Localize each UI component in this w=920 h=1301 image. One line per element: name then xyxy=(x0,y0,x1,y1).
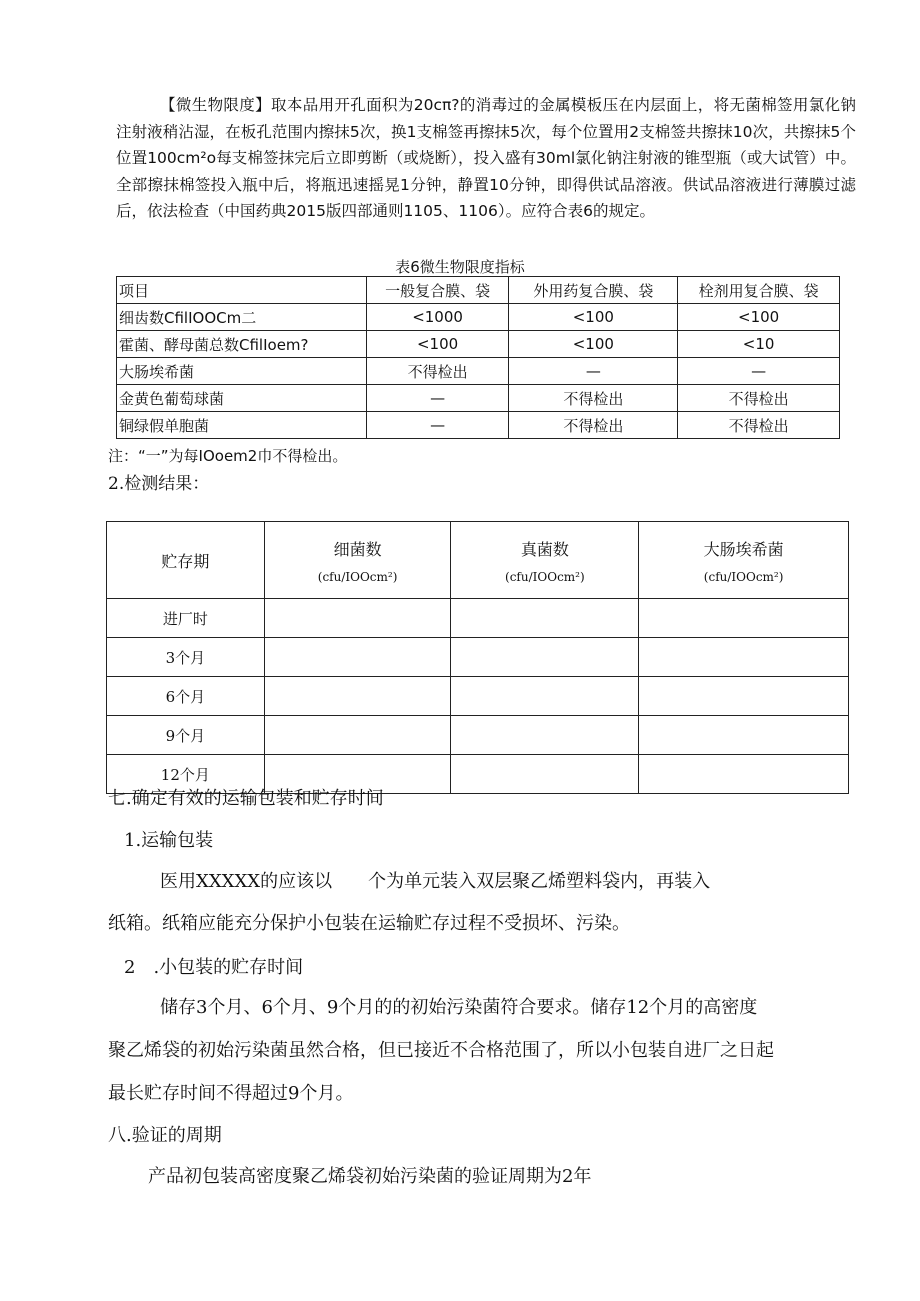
table-header-row xyxy=(107,522,849,599)
subsection-1-title: 1.运输包装 xyxy=(124,830,214,851)
header-unit: (cfu∕IOOcm²) xyxy=(317,569,398,584)
table-cell: <100 xyxy=(509,331,678,358)
header-cell xyxy=(451,522,639,599)
table-cell xyxy=(639,716,849,755)
table-row xyxy=(117,304,840,331)
table-cell: 不得检出 xyxy=(366,358,509,385)
period-cell: 6个月 xyxy=(107,677,265,716)
table-cell: — xyxy=(366,385,509,412)
header-cell: 项目 xyxy=(117,277,367,304)
table-note: 注：“一”为每IOoem2巾不得检出。 xyxy=(108,447,348,465)
body-line: 产品初包装高密度聚乙烯袋初始污染菌的验证周期为2年 xyxy=(148,1166,592,1187)
subsection-2-title: 2 .小包装的贮存时间 xyxy=(124,957,304,978)
table-cell xyxy=(451,599,639,638)
table-cell: 金黄色葡萄球菌 xyxy=(117,385,367,412)
table-cell: <100 xyxy=(509,304,678,331)
table-cell: 不得检出 xyxy=(678,412,840,439)
header-cell xyxy=(639,522,849,599)
table1-caption: 表6微生物限度指标 xyxy=(395,258,525,276)
table-cell: — xyxy=(366,412,509,439)
section-7-title: 七.确定有效的运输包装和贮存时间 xyxy=(108,788,384,809)
table-cell: 铜绿假单胞菌 xyxy=(117,412,367,439)
table-header-row xyxy=(117,277,840,304)
period-cell: 3个月 xyxy=(107,638,265,677)
period-cell: 12个月 xyxy=(107,755,265,794)
header-cell xyxy=(107,522,265,599)
table-cell xyxy=(639,638,849,677)
table-row xyxy=(107,638,849,677)
table-cell: — xyxy=(678,358,840,385)
table-cell xyxy=(639,677,849,716)
table-cell: 细齿数CfilIOOCm二 xyxy=(117,304,367,331)
header-cell: 栓剂用复合膜、袋 xyxy=(678,277,840,304)
section-title-results: 2.检测结果： xyxy=(108,474,210,494)
paragraph-text: 【微生物限度】取本品用开孔面积为20cπ?的消毒过的金属模板压在内层面上，将无菌棉签用氯化钠注射液稍沾湿，在板孔范围内擦抹5次，换1支棉签再擦抹5次，每个位置用2支棉签共擦抹10次，共擦抹5个位置100cm²o每支棉签抹完后立即剪断（或烧断），投入盛有30ml氯化钠注射液的锥型瓶（或大试管）中。全部擦抹棉签投入瓶中后，将瓶迅速摇晃1分钟，静置10分钟，即得供试品溶液。供试品溶液进行薄膜过滤后，依法检查（中国药典2015版四部通则1105、1106）。应符合表6的规定。 xyxy=(116,96,856,220)
table-cell xyxy=(639,599,849,638)
table-cell xyxy=(264,677,451,716)
table-row xyxy=(107,677,849,716)
table-row xyxy=(107,599,849,638)
microbial-limit-paragraph xyxy=(116,92,856,225)
table-row xyxy=(117,412,840,439)
table-cell: 不得检出 xyxy=(509,385,678,412)
table-cell xyxy=(264,716,451,755)
header-cell xyxy=(264,522,451,599)
header-label: 细菌数 xyxy=(333,539,382,559)
table-cell: <1000 xyxy=(366,304,509,331)
table-cell xyxy=(264,638,451,677)
table-cell: <100 xyxy=(366,331,509,358)
header-label: 真菌数 xyxy=(520,539,569,559)
header-cell: 一般复合膜、袋 xyxy=(366,277,509,304)
table-row xyxy=(117,358,840,385)
body-line: 纸箱。纸箱应能充分保护小包装在运输贮存过程不受损坏、污染。 xyxy=(108,913,630,934)
table-cell: 不得检出 xyxy=(678,385,840,412)
table-cell xyxy=(451,677,639,716)
body-line: 最长贮存时间不得超过9个月。 xyxy=(108,1083,354,1104)
table-cell xyxy=(639,755,849,794)
table-cell xyxy=(264,599,451,638)
table-cell: 霍菌、酵母菌总数CfilIoem? xyxy=(117,331,367,358)
table-cell: <10 xyxy=(678,331,840,358)
table-row xyxy=(107,716,849,755)
header-cell: 外用药复合膜、袋 xyxy=(509,277,678,304)
body-line: 聚乙烯袋的初始污染菌虽然合格，但已接近不合格范围了，所以小包装自进厂之日起 xyxy=(108,1040,774,1061)
table-cell: 大肠埃希菌 xyxy=(117,358,367,385)
results-table xyxy=(106,521,849,794)
period-cell: 进厂时 xyxy=(107,599,265,638)
body-line: 医用XXXXX的应该以 个为单元装入双层聚乙烯塑料袋内，再装入 xyxy=(160,871,711,892)
body-line: 储存3个月、6个月、9个月的的初始污染菌符合要求。储存12个月的高密度 xyxy=(160,997,758,1018)
table-cell xyxy=(451,755,639,794)
period-cell: 9个月 xyxy=(107,716,265,755)
table-cell: <100 xyxy=(678,304,840,331)
header-unit: (cfu∕IOOcm²) xyxy=(703,569,784,584)
section-8-title: 八.验证的周期 xyxy=(108,1125,222,1146)
header-label: 大肠埃希菌 xyxy=(703,539,784,559)
table-cell xyxy=(451,638,639,677)
microbial-limit-table xyxy=(116,276,840,439)
table-cell: — xyxy=(509,358,678,385)
table-row xyxy=(117,331,840,358)
header-label: 贮存期 xyxy=(161,551,210,571)
table-cell: 不得检出 xyxy=(509,412,678,439)
table-cell xyxy=(451,716,639,755)
table-row xyxy=(117,385,840,412)
header-unit: (cfu∕IOOcm²) xyxy=(505,569,585,584)
